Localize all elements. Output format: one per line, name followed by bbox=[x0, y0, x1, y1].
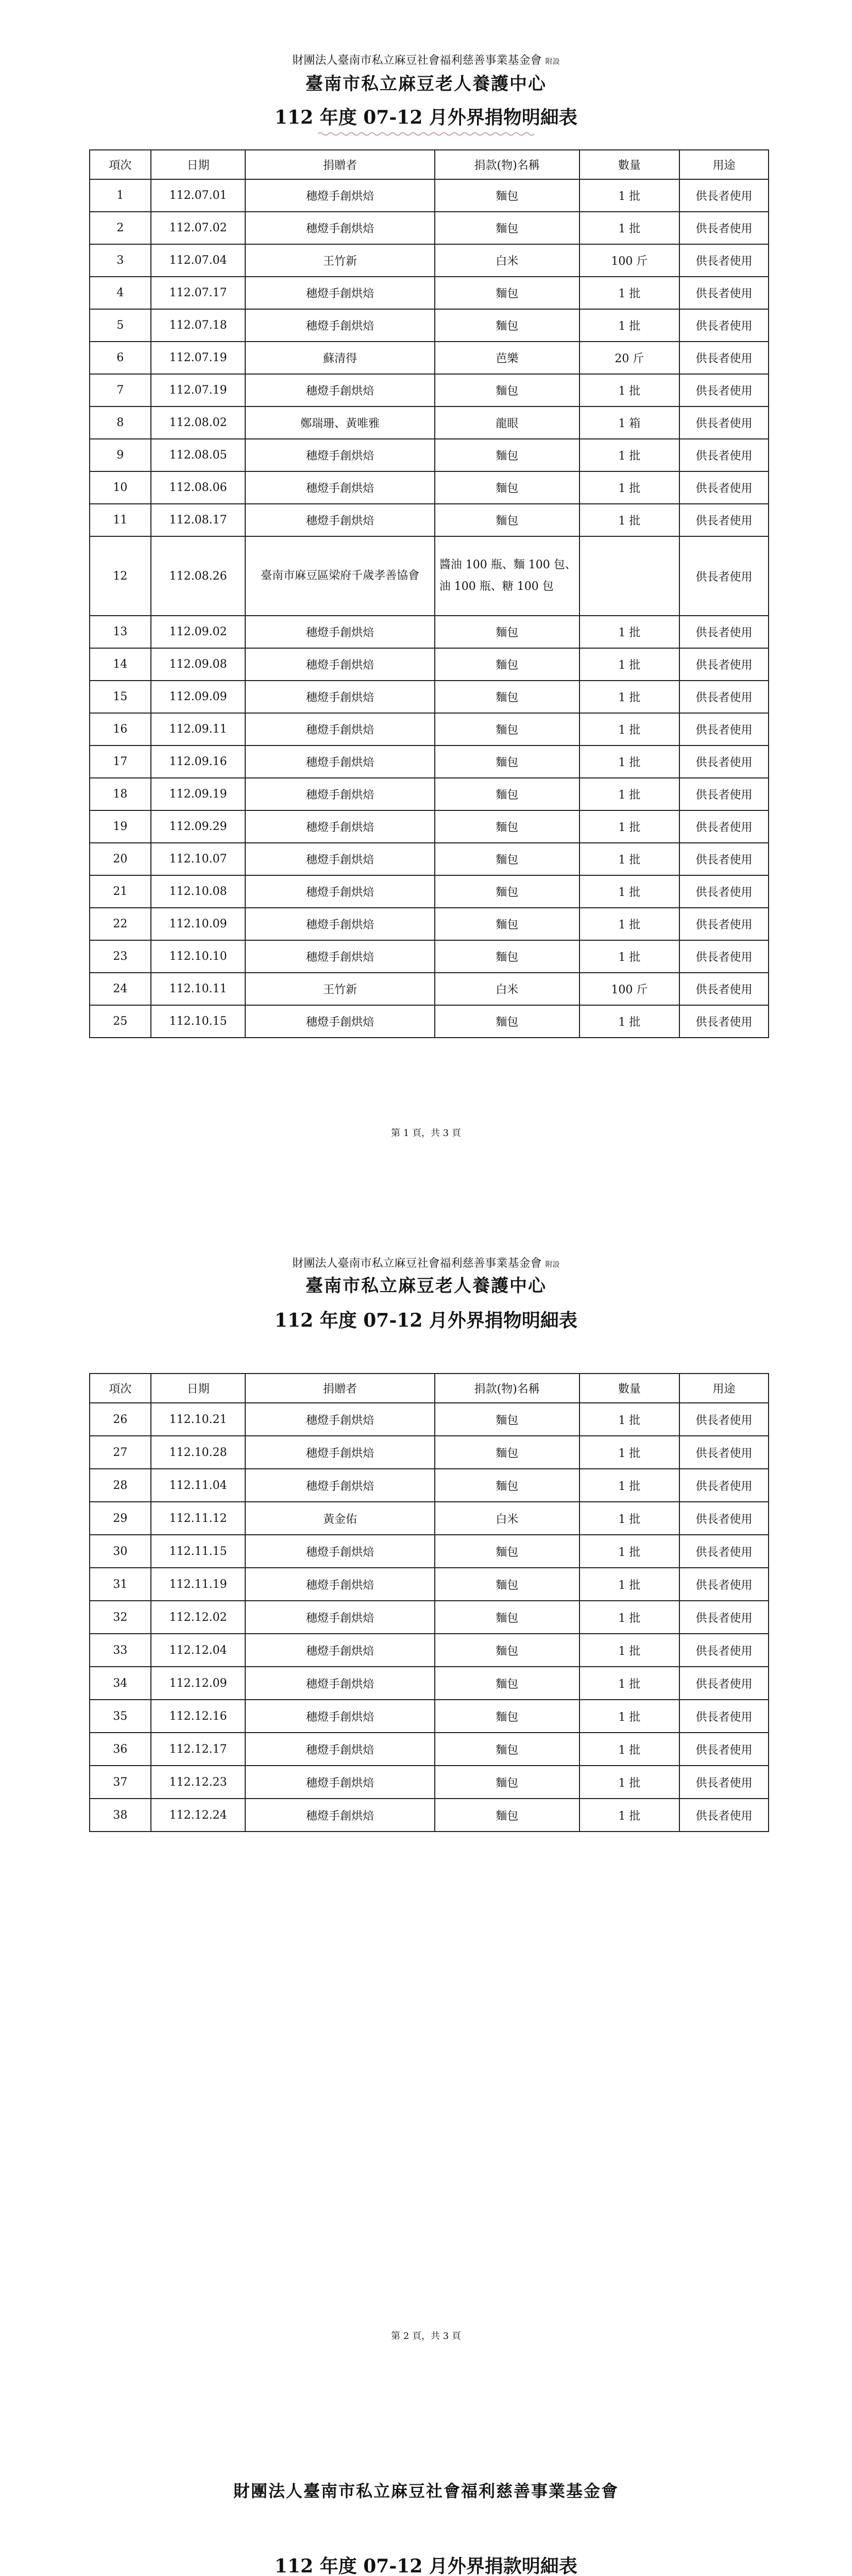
cell-no: 12 bbox=[90, 536, 151, 616]
cell-no: 1 bbox=[90, 179, 151, 212]
column-header: 捐款(物)名稱 bbox=[435, 1374, 580, 1403]
table-row bbox=[90, 1535, 769, 1568]
cell-donor: 穗燈手創烘焙 bbox=[245, 504, 434, 536]
cell-qty: 1 批 bbox=[580, 1733, 679, 1766]
cell-item: 麵包 bbox=[435, 1469, 580, 1502]
cell-no: 20 bbox=[90, 843, 151, 875]
table-row bbox=[90, 1700, 769, 1733]
cell-donor: 穗燈手創烘焙 bbox=[245, 810, 434, 843]
cell-date: 112.09.08 bbox=[151, 648, 246, 681]
cell-qty: 100 斤 bbox=[580, 973, 679, 1005]
table-row bbox=[90, 374, 769, 406]
cell-qty: 1 批 bbox=[580, 1634, 679, 1667]
table-header-row bbox=[90, 150, 769, 179]
cell-item: 麵包 bbox=[435, 1700, 580, 1733]
cell-date: 112.11.15 bbox=[151, 1535, 246, 1568]
cell-donor: 穗燈手創烘焙 bbox=[245, 843, 434, 875]
cell-item: 麵包 bbox=[435, 1403, 580, 1436]
cell-donor: 穗燈手創烘焙 bbox=[245, 374, 434, 406]
cell-donor: 穗燈手創烘焙 bbox=[245, 616, 434, 648]
cell-qty: 1 批 bbox=[580, 1403, 679, 1436]
cell-item: 白米 bbox=[435, 1502, 580, 1535]
cell-donor: 王竹新 bbox=[245, 244, 434, 277]
cell-no: 27 bbox=[90, 1436, 151, 1469]
cell-no: 7 bbox=[90, 374, 151, 406]
cell-use: 供長者使用 bbox=[679, 1766, 769, 1799]
cell-qty: 1 批 bbox=[580, 940, 679, 973]
cell-donor: 穗燈手創烘焙 bbox=[245, 309, 434, 342]
cell-item: 麵包 bbox=[435, 616, 580, 648]
column-header: 項次 bbox=[90, 1374, 151, 1403]
cell-qty: 1 批 bbox=[580, 1436, 679, 1469]
cell-item: 麵包 bbox=[435, 713, 580, 745]
cell-donor: 臺南市麻豆區梁府千歲孝善協會 bbox=[245, 536, 434, 616]
cell-donor: 穗燈手創烘焙 bbox=[245, 940, 434, 973]
cell-qty: 1 批 bbox=[580, 374, 679, 406]
cell-donor: 黃金佑 bbox=[245, 1502, 434, 1535]
cell-qty: 1 批 bbox=[580, 1601, 679, 1634]
cell-no: 16 bbox=[90, 713, 151, 745]
table-row bbox=[90, 973, 769, 1005]
cell-donor: 穗燈手創烘焙 bbox=[245, 648, 434, 681]
column-header: 用途 bbox=[679, 150, 769, 179]
table-row bbox=[90, 810, 769, 843]
cell-use: 供長者使用 bbox=[679, 1700, 769, 1733]
cell-no: 22 bbox=[90, 908, 151, 940]
cell-date: 112.09.02 bbox=[151, 616, 246, 648]
cell-qty: 1 批 bbox=[580, 1700, 679, 1733]
cell-date: 112.09.11 bbox=[151, 713, 246, 745]
page3-table-title: 112 年度 07-12 月外界捐款明細表 bbox=[275, 2555, 577, 2576]
column-header: 數量 bbox=[580, 150, 679, 179]
cell-item: 麵包 bbox=[435, 1568, 580, 1601]
cell-use: 供長者使用 bbox=[679, 309, 769, 342]
cell-donor: 穗燈手創烘焙 bbox=[245, 745, 434, 778]
cell-qty: 100 斤 bbox=[580, 244, 679, 277]
org-suffix: 附設 bbox=[545, 58, 560, 66]
page1-goods-table bbox=[89, 149, 769, 1038]
cell-use: 供長者使用 bbox=[679, 439, 769, 471]
page1-org-line bbox=[0, 52, 852, 67]
cell-date: 112.08.05 bbox=[151, 439, 246, 471]
cell-no: 23 bbox=[90, 940, 151, 973]
cell-date: 112.12.23 bbox=[151, 1766, 246, 1799]
cell-qty: 1 批 bbox=[580, 745, 679, 778]
column-header: 捐贈者 bbox=[245, 150, 434, 179]
cell-use: 供長者使用 bbox=[679, 1634, 769, 1667]
cell-use: 供長者使用 bbox=[679, 471, 769, 504]
cell-no: 9 bbox=[90, 439, 151, 471]
page1-center-name: 臺南市私立麻豆老人養護中心 bbox=[305, 74, 547, 94]
cell-no: 2 bbox=[90, 212, 151, 244]
cell-qty: 1 批 bbox=[580, 843, 679, 875]
cell-qty: 1 批 bbox=[580, 1005, 679, 1038]
cell-date: 112.07.02 bbox=[151, 212, 246, 244]
cell-use: 供長者使用 bbox=[679, 843, 769, 875]
cell-use: 供長者使用 bbox=[679, 648, 769, 681]
cell-qty: 1 批 bbox=[580, 810, 679, 843]
cell-no: 6 bbox=[90, 342, 151, 374]
cell-use: 供長者使用 bbox=[679, 212, 769, 244]
cell-use: 供長者使用 bbox=[679, 1568, 769, 1601]
cell-donor: 穗燈手創烘焙 bbox=[245, 1005, 434, 1038]
cell-no: 24 bbox=[90, 973, 151, 1005]
cell-qty: 1 批 bbox=[580, 1535, 679, 1568]
cell-item: 麵包 bbox=[435, 1535, 580, 1568]
page2-goods-table bbox=[89, 1373, 769, 1832]
cell-date: 112.12.02 bbox=[151, 1601, 246, 1634]
column-header: 日期 bbox=[151, 150, 246, 179]
cell-item: 麵包 bbox=[435, 1005, 580, 1038]
cell-item: 麵包 bbox=[435, 1733, 580, 1766]
cell-item: 麵包 bbox=[435, 471, 580, 504]
cell-qty: 1 批 bbox=[580, 1799, 679, 1832]
column-header: 捐贈者 bbox=[245, 1374, 434, 1403]
cell-date: 112.09.16 bbox=[151, 745, 246, 778]
cell-date: 112.07.01 bbox=[151, 179, 246, 212]
cell-use: 供長者使用 bbox=[679, 244, 769, 277]
cell-qty: 1 批 bbox=[580, 1667, 679, 1700]
table-row bbox=[90, 1733, 769, 1766]
cell-no: 4 bbox=[90, 277, 151, 309]
cell-use: 供長者使用 bbox=[679, 504, 769, 536]
cell-qty: 1 批 bbox=[580, 1568, 679, 1601]
cell-item: 麵包 bbox=[435, 179, 580, 212]
cell-date: 112.10.15 bbox=[151, 1005, 246, 1038]
cell-date: 112.09.09 bbox=[151, 681, 246, 713]
table-row bbox=[90, 648, 769, 681]
cell-date: 112.07.17 bbox=[151, 277, 246, 309]
table-row bbox=[90, 908, 769, 940]
cell-qty: 1 批 bbox=[580, 179, 679, 212]
cell-item: 麵包 bbox=[435, 908, 580, 940]
cell-item: 麵包 bbox=[435, 277, 580, 309]
cell-item: 麵包 bbox=[435, 681, 580, 713]
cell-donor: 穗燈手創烘焙 bbox=[245, 681, 434, 713]
page1-title-divider bbox=[318, 131, 534, 137]
cell-date: 112.10.07 bbox=[151, 843, 246, 875]
cell-use: 供長者使用 bbox=[679, 778, 769, 810]
cell-date: 112.10.09 bbox=[151, 908, 246, 940]
cell-use: 供長者使用 bbox=[679, 616, 769, 648]
cell-no: 17 bbox=[90, 745, 151, 778]
cell-donor: 鄭瑞珊、黃唯雅 bbox=[245, 406, 434, 439]
cell-donor: 穗燈手創烘焙 bbox=[245, 1667, 434, 1700]
cell-use: 供長者使用 bbox=[679, 342, 769, 374]
table-row bbox=[90, 1502, 769, 1535]
cell-date: 112.10.08 bbox=[151, 875, 246, 908]
table-row bbox=[90, 1568, 769, 1601]
cell-no: 28 bbox=[90, 1469, 151, 1502]
cell-use: 供長者使用 bbox=[679, 810, 769, 843]
cell-donor: 穗燈手創烘焙 bbox=[245, 439, 434, 471]
cell-no: 8 bbox=[90, 406, 151, 439]
cell-use: 供長者使用 bbox=[679, 1502, 769, 1535]
cell-item: 麵包 bbox=[435, 648, 580, 681]
cell-qty: 1 批 bbox=[580, 713, 679, 745]
table-row bbox=[90, 1766, 769, 1799]
cell-qty: 1 批 bbox=[580, 778, 679, 810]
cell-qty: 1 批 bbox=[580, 471, 679, 504]
cell-use: 供長者使用 bbox=[679, 973, 769, 1005]
cell-item: 麵包 bbox=[435, 504, 580, 536]
cell-item: 芭樂 bbox=[435, 342, 580, 374]
cell-no: 15 bbox=[90, 681, 151, 713]
cell-no: 31 bbox=[90, 1568, 151, 1601]
cell-no: 36 bbox=[90, 1733, 151, 1766]
cell-donor: 穗燈手創烘焙 bbox=[245, 1733, 434, 1766]
table-row bbox=[90, 406, 769, 439]
cell-donor: 穗燈手創烘焙 bbox=[245, 471, 434, 504]
cell-qty: 1 批 bbox=[580, 504, 679, 536]
cell-item: 麵包 bbox=[435, 439, 580, 471]
table-header-row bbox=[90, 1374, 769, 1403]
cell-use: 供長者使用 bbox=[679, 374, 769, 406]
cell-donor: 穗燈手創烘焙 bbox=[245, 1436, 434, 1469]
cell-item: 麵包 bbox=[435, 745, 580, 778]
cell-item: 麵包 bbox=[435, 843, 580, 875]
cell-date: 112.12.04 bbox=[151, 1634, 246, 1667]
cell-use: 供長者使用 bbox=[679, 745, 769, 778]
cell-donor: 穗燈手創烘焙 bbox=[245, 1799, 434, 1832]
cell-date: 112.11.04 bbox=[151, 1469, 246, 1502]
cell-use: 供長者使用 bbox=[679, 1667, 769, 1700]
cell-item: 龍眼 bbox=[435, 406, 580, 439]
cell-item: 麵包 bbox=[435, 1601, 580, 1634]
table-row bbox=[90, 843, 769, 875]
cell-donor: 穗燈手創烘焙 bbox=[245, 1535, 434, 1568]
cell-donor: 穗燈手創烘焙 bbox=[245, 1601, 434, 1634]
cell-use: 供長者使用 bbox=[679, 1535, 769, 1568]
cell-no: 35 bbox=[90, 1700, 151, 1733]
table-row bbox=[90, 277, 769, 309]
table-row bbox=[90, 212, 769, 244]
cell-use: 供長者使用 bbox=[679, 179, 769, 212]
cell-item: 麵包 bbox=[435, 940, 580, 973]
cell-qty: 1 批 bbox=[580, 1469, 679, 1502]
cell-date: 112.10.11 bbox=[151, 973, 246, 1005]
cell-date: 112.12.17 bbox=[151, 1733, 246, 1766]
cell-donor: 穗燈手創烘焙 bbox=[245, 1634, 434, 1667]
org-name: 財團法人臺南市私立麻豆社會福利慈善事業基金會 bbox=[292, 1257, 542, 1270]
cell-use: 供長者使用 bbox=[679, 1601, 769, 1634]
cell-item: 麵包 bbox=[435, 309, 580, 342]
cell-item: 麵包 bbox=[435, 1667, 580, 1700]
cell-donor: 穗燈手創烘焙 bbox=[245, 1403, 434, 1436]
cell-qty: 1 批 bbox=[580, 875, 679, 908]
table-row bbox=[90, 1469, 769, 1502]
cell-item: 麵包 bbox=[435, 1766, 580, 1799]
cell-no: 14 bbox=[90, 648, 151, 681]
cell-use: 供長者使用 bbox=[679, 875, 769, 908]
cell-no: 3 bbox=[90, 244, 151, 277]
table-row bbox=[90, 875, 769, 908]
table-row bbox=[90, 342, 769, 374]
cell-donor: 穗燈手創烘焙 bbox=[245, 277, 434, 309]
cell-qty: 1 批 bbox=[580, 648, 679, 681]
column-header: 數量 bbox=[580, 1374, 679, 1403]
cell-donor: 穗燈手創烘焙 bbox=[245, 908, 434, 940]
cell-no: 30 bbox=[90, 1535, 151, 1568]
cell-qty: 1 批 bbox=[580, 1766, 679, 1799]
cell-use: 供長者使用 bbox=[679, 1005, 769, 1038]
cell-use: 供長者使用 bbox=[679, 536, 769, 616]
cell-use: 供長者使用 bbox=[679, 277, 769, 309]
cell-item: 麵包 bbox=[435, 810, 580, 843]
cell-use: 供長者使用 bbox=[679, 681, 769, 713]
page2-org-line bbox=[0, 1255, 852, 1270]
page1-table-title: 112 年度 07-12 月外界捐物明細表 bbox=[275, 107, 577, 128]
cell-donor: 穗燈手創烘焙 bbox=[245, 1469, 434, 1502]
cell-no: 37 bbox=[90, 1766, 151, 1799]
cell-no: 13 bbox=[90, 616, 151, 648]
page2-center-name: 臺南市私立麻豆老人養護中心 bbox=[305, 1276, 547, 1296]
cell-no: 25 bbox=[90, 1005, 151, 1038]
table-row bbox=[90, 616, 769, 648]
cell-date: 112.08.17 bbox=[151, 504, 246, 536]
cell-item: 麵包 bbox=[435, 1436, 580, 1469]
cell-use: 供長者使用 bbox=[679, 1469, 769, 1502]
cell-date: 112.12.09 bbox=[151, 1667, 246, 1700]
cell-donor: 穗燈手創烘焙 bbox=[245, 875, 434, 908]
cell-qty: 1 箱 bbox=[580, 406, 679, 439]
cell-no: 33 bbox=[90, 1634, 151, 1667]
column-header: 捐款(物)名稱 bbox=[435, 150, 580, 179]
cell-item: 醬油 100 瓶、麵 100 包、油 100 瓶、糖 100 包 bbox=[435, 536, 580, 616]
cell-item: 白米 bbox=[435, 973, 580, 1005]
cell-use: 供長者使用 bbox=[679, 940, 769, 973]
cell-no: 5 bbox=[90, 309, 151, 342]
cell-no: 21 bbox=[90, 875, 151, 908]
column-header: 項次 bbox=[90, 150, 151, 179]
cell-use: 供長者使用 bbox=[679, 1436, 769, 1469]
table-row bbox=[90, 1005, 769, 1038]
table-row bbox=[90, 745, 769, 778]
cell-donor: 穗燈手創烘焙 bbox=[245, 179, 434, 212]
cell-date: 112.07.18 bbox=[151, 309, 246, 342]
table-row bbox=[90, 1601, 769, 1634]
table-row bbox=[90, 940, 769, 973]
cell-donor: 穗燈手創烘焙 bbox=[245, 212, 434, 244]
cell-date: 112.07.04 bbox=[151, 244, 246, 277]
cell-qty: 1 批 bbox=[580, 616, 679, 648]
page3-org-name: 財團法人臺南市私立麻豆社會福利慈善事業基金會 bbox=[233, 2481, 619, 2501]
cell-qty: 1 批 bbox=[580, 277, 679, 309]
cell-qty: 1 批 bbox=[580, 439, 679, 471]
table-row bbox=[90, 713, 769, 745]
cell-date: 112.10.28 bbox=[151, 1436, 246, 1469]
cell-date: 112.09.29 bbox=[151, 810, 246, 843]
cell-item: 麵包 bbox=[435, 875, 580, 908]
cell-qty: 20 斤 bbox=[580, 342, 679, 374]
table-row bbox=[90, 504, 769, 536]
cell-no: 19 bbox=[90, 810, 151, 843]
table-row bbox=[90, 1634, 769, 1667]
cell-date: 112.08.26 bbox=[151, 536, 246, 616]
cell-no: 18 bbox=[90, 778, 151, 810]
table-row bbox=[90, 1403, 769, 1436]
cell-qty: 1 批 bbox=[580, 908, 679, 940]
cell-donor: 穗燈手創烘焙 bbox=[245, 1568, 434, 1601]
table-row bbox=[90, 471, 769, 504]
cell-no: 32 bbox=[90, 1601, 151, 1634]
cell-date: 112.08.02 bbox=[151, 406, 246, 439]
org-suffix: 附設 bbox=[545, 1261, 560, 1269]
page2-footer: 第 2 頁，共 3 頁 bbox=[391, 2331, 461, 2342]
cell-use: 供長者使用 bbox=[679, 908, 769, 940]
column-header: 日期 bbox=[151, 1374, 246, 1403]
cell-date: 112.08.06 bbox=[151, 471, 246, 504]
page1-footer: 第 1 頁，共 3 頁 bbox=[391, 1128, 461, 1139]
cell-date: 112.07.19 bbox=[151, 342, 246, 374]
table-row bbox=[90, 1667, 769, 1700]
cell-qty bbox=[580, 536, 679, 616]
cell-no: 11 bbox=[90, 504, 151, 536]
cell-no: 26 bbox=[90, 1403, 151, 1436]
cell-donor: 穗燈手創烘焙 bbox=[245, 1700, 434, 1733]
cell-donor: 穗燈手創烘焙 bbox=[245, 778, 434, 810]
cell-qty: 1 批 bbox=[580, 1502, 679, 1535]
org-name: 財團法人臺南市私立麻豆社會福利慈善事業基金會 bbox=[292, 54, 542, 67]
table-row bbox=[90, 179, 769, 212]
cell-qty: 1 批 bbox=[580, 681, 679, 713]
cell-no: 10 bbox=[90, 471, 151, 504]
table-row bbox=[90, 681, 769, 713]
cell-date: 112.12.16 bbox=[151, 1700, 246, 1733]
column-header: 用途 bbox=[679, 1374, 769, 1403]
cell-date: 112.07.19 bbox=[151, 374, 246, 406]
cell-use: 供長者使用 bbox=[679, 1403, 769, 1436]
cell-no: 34 bbox=[90, 1667, 151, 1700]
cell-qty: 1 批 bbox=[580, 212, 679, 244]
page2-table-title: 112 年度 07-12 月外界捐物明細表 bbox=[275, 1310, 577, 1331]
table-row bbox=[90, 1436, 769, 1469]
cell-no: 38 bbox=[90, 1799, 151, 1832]
cell-item: 麵包 bbox=[435, 778, 580, 810]
cell-date: 112.10.10 bbox=[151, 940, 246, 973]
cell-item: 麵包 bbox=[435, 1799, 580, 1832]
cell-item: 白米 bbox=[435, 244, 580, 277]
cell-use: 供長者使用 bbox=[679, 1733, 769, 1766]
table-row bbox=[90, 309, 769, 342]
cell-item: 麵包 bbox=[435, 1634, 580, 1667]
cell-item: 麵包 bbox=[435, 374, 580, 406]
cell-date: 112.12.24 bbox=[151, 1799, 246, 1832]
cell-donor: 穗燈手創烘焙 bbox=[245, 713, 434, 745]
cell-donor: 蘇清得 bbox=[245, 342, 434, 374]
cell-donor: 王竹新 bbox=[245, 973, 434, 1005]
cell-item: 麵包 bbox=[435, 212, 580, 244]
cell-qty: 1 批 bbox=[580, 309, 679, 342]
cell-use: 供長者使用 bbox=[679, 406, 769, 439]
cell-date: 112.10.21 bbox=[151, 1403, 246, 1436]
cell-use: 供長者使用 bbox=[679, 713, 769, 745]
table-row bbox=[90, 244, 769, 277]
cell-date: 112.09.19 bbox=[151, 778, 246, 810]
cell-date: 112.11.19 bbox=[151, 1568, 246, 1601]
table-row bbox=[90, 778, 769, 810]
cell-use: 供長者使用 bbox=[679, 1799, 769, 1832]
cell-donor: 穗燈手創烘焙 bbox=[245, 1766, 434, 1799]
cell-date: 112.11.12 bbox=[151, 1502, 246, 1535]
table-row bbox=[90, 1799, 769, 1832]
cell-no: 29 bbox=[90, 1502, 151, 1535]
table-row bbox=[90, 439, 769, 471]
table-row bbox=[90, 536, 769, 616]
